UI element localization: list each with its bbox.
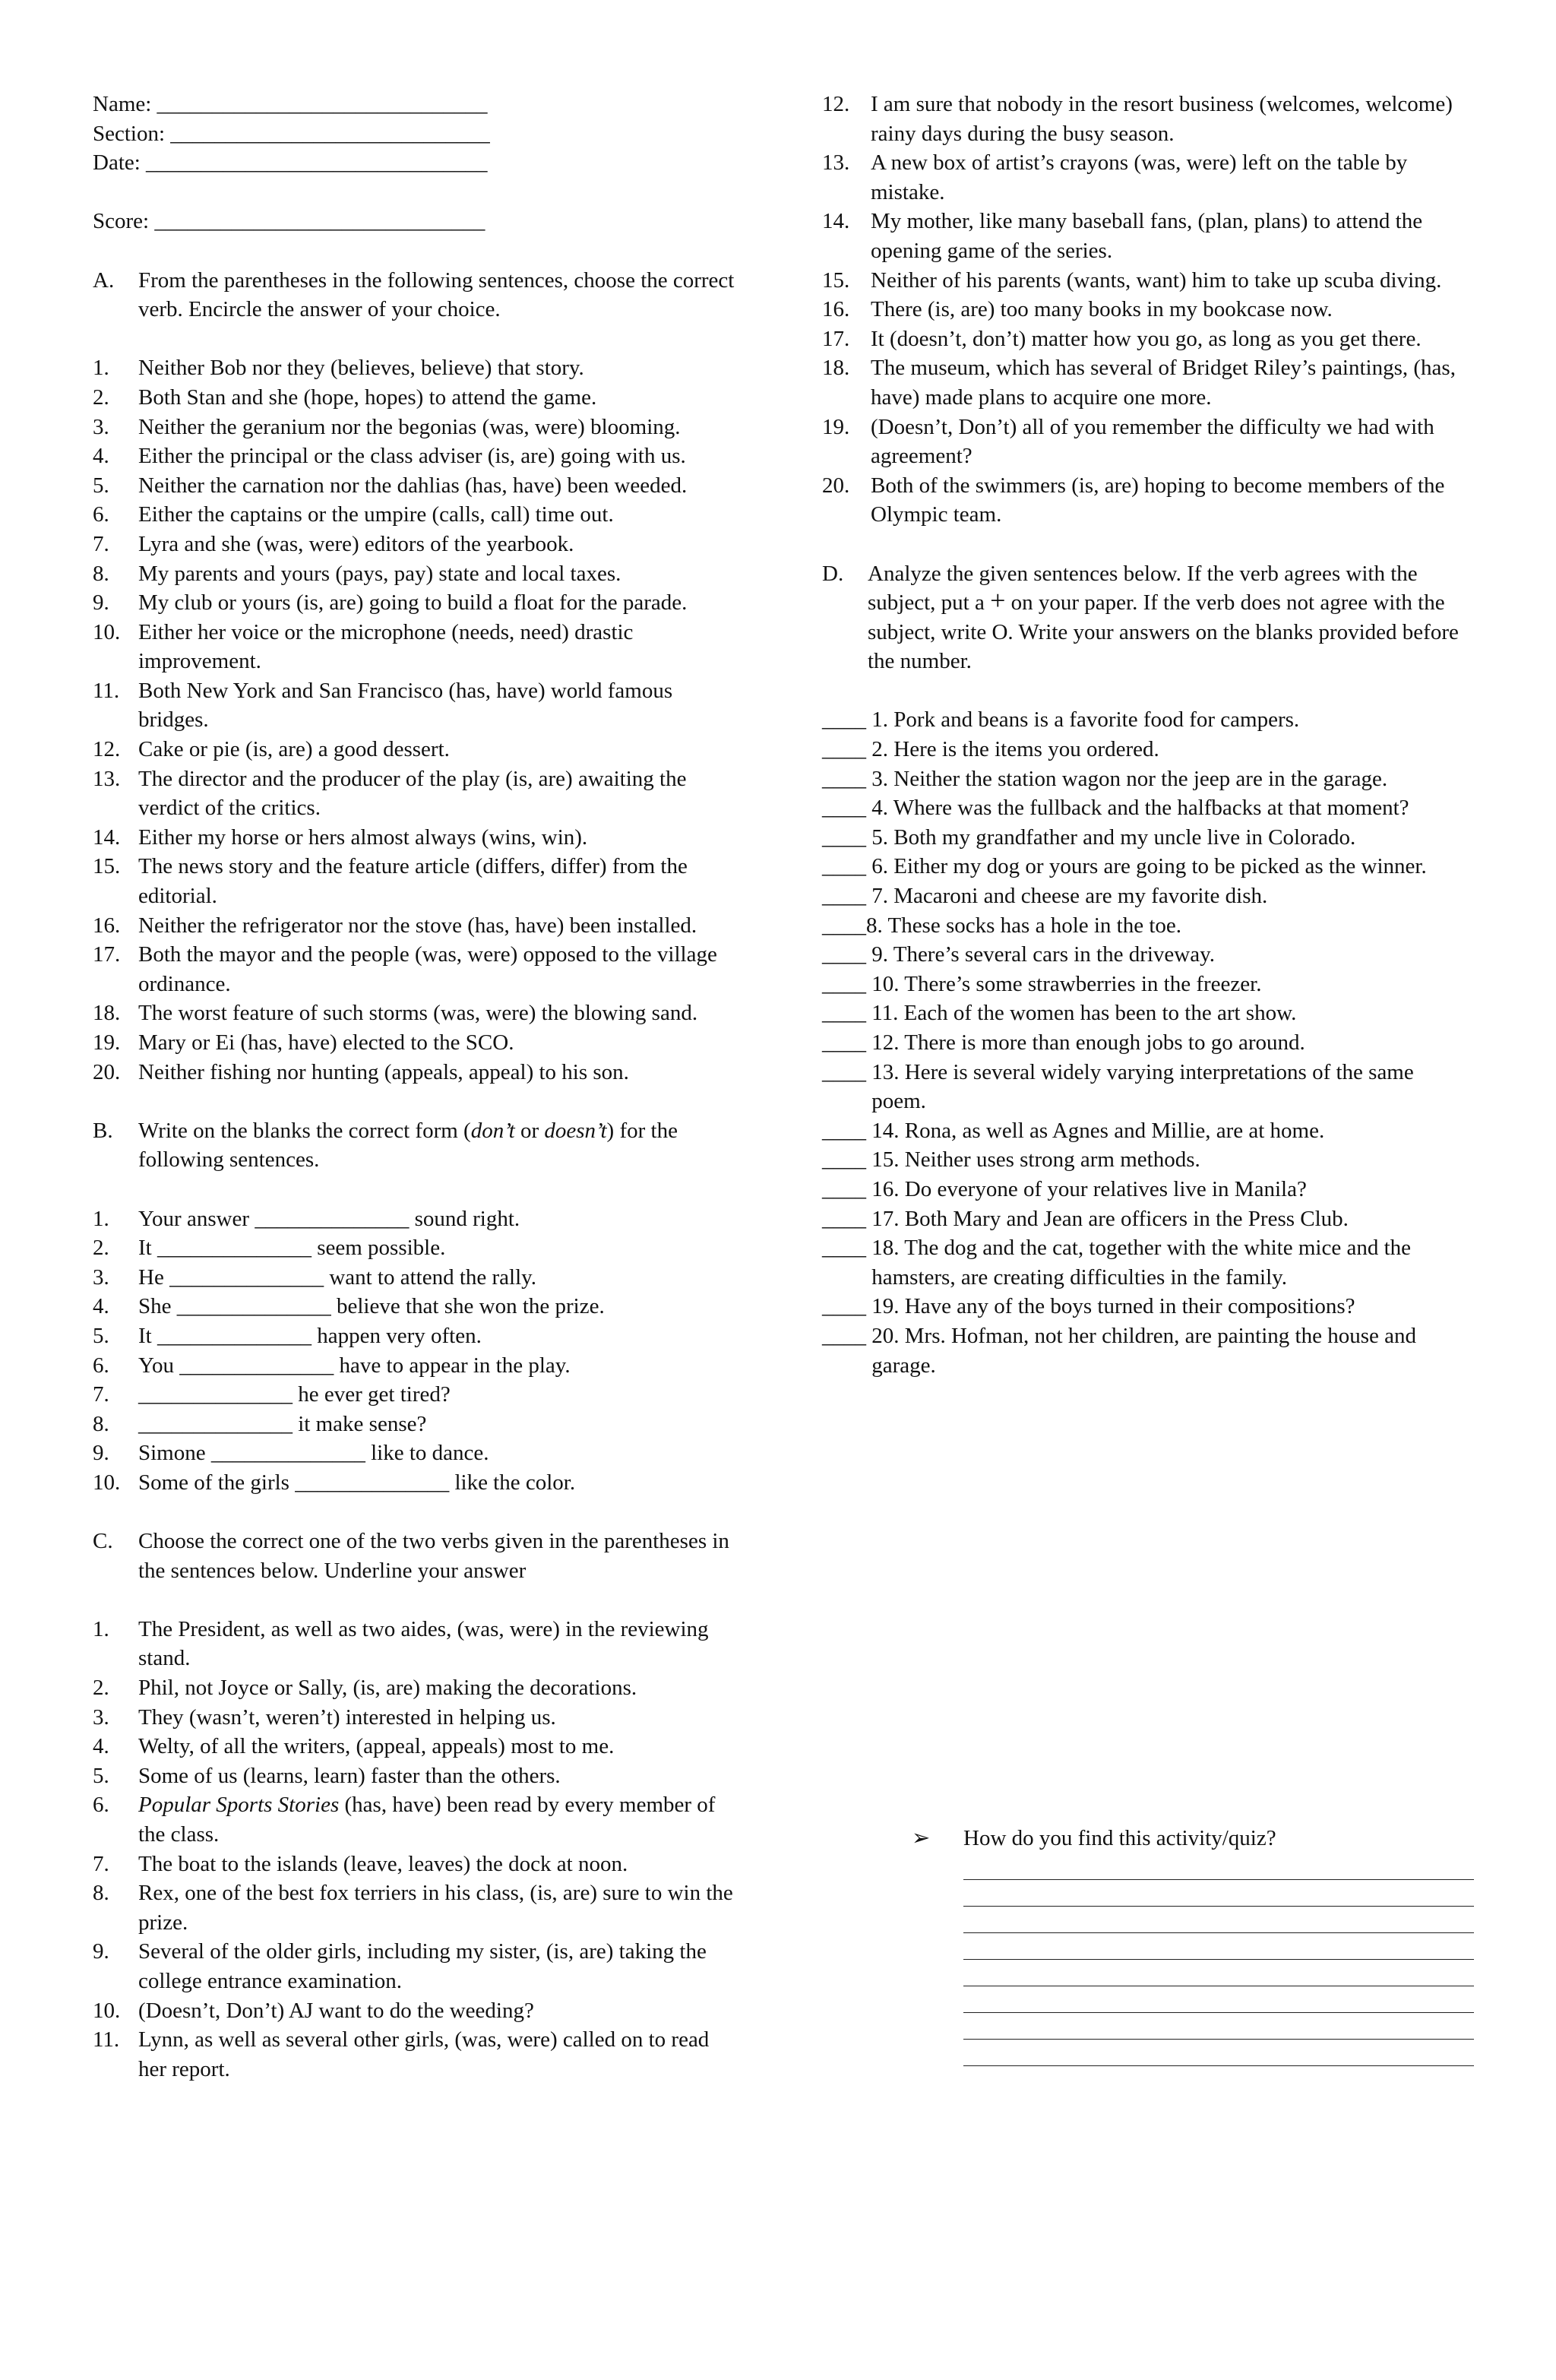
- section-c-item: [822, 295, 1472, 324]
- item-number: 13.: [93, 766, 121, 791]
- section-c-instruction: [93, 1527, 735, 1585]
- section-c-item: [93, 1703, 735, 1733]
- left-column: [93, 90, 735, 2084]
- item-text: The boat to the islands (leave, leaves) the dock at noon.: [138, 1851, 628, 1876]
- item-number: 8.: [93, 1411, 109, 1436]
- item-text: Both Stan and she (hope, hopes) to attend the game.: [138, 385, 597, 410]
- feedback-question: [912, 1824, 1474, 1853]
- item-number: 2.: [93, 1236, 109, 1261]
- section-a-item: [93, 676, 735, 735]
- item-text: 17. Both Mary and Jean are officers in the Press Club.: [871, 1206, 1349, 1231]
- section-d-item: [822, 1116, 1472, 1146]
- section-d-item: [822, 911, 1472, 941]
- item-number: 17.: [93, 942, 121, 967]
- item-text: Neither of his parents (wants, want) him to take up scuba diving.: [871, 267, 1442, 293]
- section-b-item: [93, 1380, 735, 1410]
- item-text: ______________ he ever get tired?: [138, 1382, 451, 1407]
- item-number: 7.: [93, 531, 109, 556]
- item-number: 18.: [93, 1001, 121, 1026]
- item-number: 19.: [93, 1030, 121, 1055]
- item-text: Rex, one of the best fox terriers in his class, (is, are) sure to win the prize.: [138, 1881, 733, 1935]
- item-number: 13.: [822, 150, 850, 176]
- answer-blank[interactable]: ____: [822, 707, 872, 733]
- item-number: 18.: [822, 356, 850, 381]
- item-number: 5.: [93, 1323, 109, 1348]
- answer-line[interactable]: [963, 2040, 1474, 2066]
- answer-line[interactable]: [963, 1960, 1474, 1986]
- item-number: 2.: [93, 385, 109, 410]
- section-d-item: [822, 881, 1472, 911]
- section-a-item: [93, 588, 735, 618]
- feedback-question-text: How do you find this activity/quiz?: [963, 1826, 1276, 1850]
- item-number: 12.: [93, 737, 121, 762]
- answer-line[interactable]: [963, 2013, 1474, 2040]
- section-d-item: [822, 735, 1472, 764]
- item-text: It ______________ seem possible.: [138, 1236, 446, 1261]
- item-text: 7. Macaroni and cheese are my favorite dish.: [871, 884, 1268, 909]
- section-c-item: [822, 471, 1472, 530]
- item-number: 11.: [93, 2027, 120, 2052]
- section-a-item: [93, 442, 735, 471]
- item-number: 14.: [822, 209, 850, 234]
- section-a-item: [93, 823, 735, 853]
- section-c-item: [822, 148, 1472, 207]
- item-number: 1.: [93, 356, 109, 381]
- instruction-text: Write on the blanks the correct form (don’t or doesn’t) for the following sentences.: [138, 1118, 678, 1173]
- item-number: 19.: [822, 414, 850, 439]
- item-number: 10.: [93, 1470, 121, 1495]
- item-text: Neither the refrigerator nor the stove (has, have) been installed.: [138, 913, 697, 938]
- section-a-item: [93, 500, 735, 530]
- section-letter: C.: [93, 1529, 113, 1554]
- item-number: 6.: [93, 502, 109, 527]
- item-text: 5. Both my grandfather and my uncle live in Colorado.: [871, 824, 1356, 850]
- section-letter: D.: [822, 561, 844, 586]
- item-number: 10.: [93, 1998, 121, 2023]
- instruction-text: From the parentheses in the following sentences, choose the correct verb. Encircle the answer of your choice.: [138, 267, 735, 322]
- instruction-text: Analyze the given sentences below. If the verb agrees with the subject, put a + on your paper. If the verb does not agree with the subject, write O. Write your answers on the blanks provided before the number.: [868, 561, 1459, 674]
- right-column: [822, 90, 1472, 1380]
- item-text: 14. Rona, as well as Agnes and Millie, are at home.: [871, 1118, 1325, 1143]
- section-b-item: [93, 1410, 735, 1439]
- item-text: Neither Bob nor they (believes, believe) that story.: [138, 356, 584, 381]
- section-a-item: [93, 735, 735, 764]
- item-number: 3.: [93, 1704, 109, 1730]
- item-number: 8.: [93, 561, 109, 586]
- section-d-item: [822, 1145, 1472, 1175]
- section-a-item: [93, 471, 735, 501]
- section-b-item: [93, 1204, 735, 1234]
- item-number: 1.: [93, 1206, 109, 1231]
- item-text: The worst feature of such storms (was, were) the blowing sand.: [138, 1001, 698, 1026]
- section-c-item: [93, 2025, 735, 2084]
- section-d-item: [822, 705, 1472, 735]
- answer-blank[interactable]: ____: [822, 942, 872, 967]
- item-number: 16.: [822, 297, 850, 322]
- section-a-item: [93, 999, 735, 1028]
- section-c-item: [93, 1673, 735, 1703]
- item-number: 9.: [93, 1441, 109, 1466]
- item-text: The director and the producer of the play (is, are) awaiting the verdict of the critics.: [138, 766, 687, 821]
- item-text: 9. There’s several cars in the driveway.: [871, 942, 1215, 967]
- section-b-item: [93, 1292, 735, 1321]
- section-c-item: [822, 324, 1472, 354]
- item-number: 12.: [822, 92, 850, 116]
- item-text: Neither the carnation nor the dahlias (has, have) been weeded.: [138, 473, 688, 498]
- item-text: Either her voice or the microphone (needs, need) drastic improvement.: [138, 619, 634, 674]
- item-number: 6.: [93, 1353, 109, 1378]
- item-text: 3. Neither the station wagon nor the jeep are in the garage.: [871, 766, 1388, 791]
- item-text: Lynn, as well as several other girls, (was, were) called on to read her report.: [138, 2027, 710, 2081]
- section-a-item: [93, 1028, 735, 1058]
- item-text: 2. Here is the items you ordered.: [871, 737, 1159, 762]
- item-text: I am sure that nobody in the resort business (welcomes, welcome) rainy days during the busy season.: [871, 92, 1453, 146]
- answer-line[interactable]: [963, 1933, 1474, 1960]
- item-number: 15.: [822, 267, 850, 293]
- item-text: 16. Do everyone of your relatives live in Manila?: [871, 1176, 1307, 1201]
- item-text: Neither the geranium nor the begonias (was, were) blooming.: [138, 414, 681, 439]
- item-number: 10.: [93, 619, 121, 644]
- section-letter: B.: [93, 1118, 113, 1143]
- section-d-item: [822, 1321, 1472, 1380]
- feedback-section: [912, 1824, 1474, 2066]
- section-c-item: [822, 207, 1472, 265]
- item-text: My club or yours (is, are) going to build a float for the parade.: [138, 590, 688, 616]
- item-text: A new box of artist’s crayons (was, were) left on the table by mistake.: [871, 150, 1408, 204]
- item-number: 6.: [93, 1793, 109, 1818]
- arrow-bullet-icon: ➢: [912, 1826, 931, 1850]
- item-text: Both New York and San Francisco (has, have) world famous bridges.: [138, 678, 673, 733]
- section-d-item: [822, 970, 1472, 999]
- section-a-instruction: [93, 266, 735, 324]
- item-text: Phil, not Joyce or Sally, (is, are) making the decorations.: [138, 1676, 637, 1701]
- section-c-item: [822, 90, 1472, 148]
- name-field[interactable]: Name: ______________________________: [93, 92, 488, 116]
- item-text: Some of the girls ______________ like the color.: [138, 1470, 576, 1495]
- section-a-item: [93, 940, 735, 999]
- item-text: The news story and the feature article (differs, differ) from the editorial.: [138, 854, 688, 909]
- item-text: 15. Neither uses strong arm methods.: [871, 1147, 1200, 1173]
- item-number: 7.: [93, 1851, 109, 1876]
- answer-blank[interactable]: ____: [822, 854, 872, 879]
- item-number: 4.: [93, 1294, 109, 1319]
- item-text: Several of the older girls, including my sister, (is, are) taking the college entrance examination.: [138, 1939, 707, 1993]
- item-text: He ______________ want to attend the rally.: [138, 1264, 537, 1290]
- section-c-item: [93, 1615, 735, 1673]
- answer-blank[interactable]: ____: [822, 913, 866, 938]
- section-d-list: [822, 705, 1472, 1380]
- item-number: 7.: [93, 1382, 109, 1407]
- item-number: 2.: [93, 1676, 109, 1701]
- item-number: 1.: [93, 1616, 109, 1641]
- item-number: 4.: [93, 444, 109, 469]
- section-a-item: [93, 530, 735, 559]
- item-text: The President, as well as two aides, (was, were) in the reviewing stand.: [138, 1616, 709, 1671]
- item-number: 20.: [93, 1059, 121, 1084]
- item-text: The museum, which has several of Bridget Riley’s paintings, (has, have) made plans to acquire one more.: [871, 356, 1456, 410]
- item-text: 10. There’s some strawberries in the freezer.: [871, 971, 1262, 996]
- section-b-item: [93, 1233, 735, 1263]
- item-number: 11.: [93, 678, 120, 703]
- score-field[interactable]: Score: ______________________________: [93, 209, 485, 234]
- section-d-item: [822, 823, 1472, 853]
- section-a-list: [93, 353, 735, 1087]
- answer-blank[interactable]: ____: [822, 1118, 872, 1143]
- item-text: Lyra and she (was, were) editors of the yearbook.: [138, 531, 574, 556]
- section-c-list-continued: [822, 90, 1472, 530]
- section-d-item: [822, 1175, 1472, 1204]
- answer-line[interactable]: [963, 1986, 1474, 2013]
- section-a-item: [93, 618, 735, 676]
- item-number: 3.: [93, 414, 109, 439]
- section-d-item: [822, 764, 1472, 794]
- item-text: It ______________ happen very often.: [138, 1323, 482, 1348]
- item-text: Popular Sports Stories (has, have) been read by every member of the class.: [138, 1793, 716, 1847]
- item-text: Either my horse or hers almost always (wins, win).: [138, 824, 588, 850]
- answer-blank[interactable]: ____: [822, 796, 872, 821]
- section-a-item: [93, 1058, 735, 1087]
- section-c-item: [93, 1761, 735, 1791]
- item-text: They (wasn’t, weren’t) interested in helping us.: [138, 1704, 556, 1730]
- section-d-item: [822, 1292, 1472, 1321]
- item-number: 3.: [93, 1264, 109, 1290]
- item-number: 5.: [93, 1763, 109, 1788]
- item-text: 20. Mrs. Hofman, not her children, are painting the house and garage.: [871, 1323, 1417, 1378]
- section-b-item: [93, 1438, 735, 1468]
- item-text: Your answer ______________ sound right.: [138, 1206, 520, 1231]
- section-c-item: [822, 266, 1472, 296]
- item-text: Cake or pie (is, are) a good dessert.: [138, 737, 450, 762]
- item-text: Some of us (learns, learn) faster than the others.: [138, 1763, 561, 1788]
- section-d-item: [822, 1204, 1472, 1234]
- section-b-instruction: [93, 1116, 735, 1175]
- item-number: 14.: [93, 824, 121, 850]
- item-text: She ______________ believe that she won the prize.: [138, 1294, 605, 1319]
- item-text: Both of the swimmers (is, are) hoping to become members of the Olympic team.: [871, 473, 1445, 527]
- section-d-item: [822, 852, 1472, 881]
- item-number: 17.: [822, 326, 850, 351]
- section-a-item: [93, 353, 735, 383]
- section-d-item: [822, 940, 1472, 970]
- item-number: 8.: [93, 1881, 109, 1906]
- date-field[interactable]: Date: _______________________________: [93, 150, 488, 176]
- answer-blank[interactable]: ____: [822, 1206, 872, 1231]
- item-number: 15.: [93, 854, 121, 879]
- section-b-item: [93, 1321, 735, 1351]
- section-a-item: [93, 383, 735, 413]
- section-a-item: [93, 911, 735, 941]
- item-number: 9.: [93, 1939, 109, 1964]
- item-number: 9.: [93, 590, 109, 616]
- answer-line[interactable]: [963, 1907, 1474, 1933]
- item-number: 16.: [93, 913, 121, 938]
- item-text: (Doesn’t, Don’t) AJ want to do the weeding?: [138, 1998, 534, 2023]
- section-a-item: [93, 413, 735, 442]
- section-d-item: [822, 793, 1472, 823]
- section-c-list: [93, 1615, 735, 2084]
- answer-blank[interactable]: ____: [822, 1001, 872, 1026]
- item-number: 5.: [93, 473, 109, 498]
- item-text: Either the captains or the umpire (calls, call) time out.: [138, 502, 614, 527]
- item-text: Welty, of all the writers, (appeal, appeals) most to me.: [138, 1734, 615, 1759]
- answer-blank[interactable]: ____: [822, 1059, 872, 1084]
- section-d-instruction: [822, 559, 1472, 676]
- section-c-item: [93, 1937, 735, 1995]
- item-text: It (doesn’t, don’t) matter how you go, as long as you get there.: [871, 326, 1422, 351]
- section-b-item: [93, 1351, 735, 1381]
- item-text: 19. Have any of the boys turned in their compositions?: [871, 1294, 1355, 1319]
- section-d-item: [822, 1028, 1472, 1058]
- item-number: 4.: [93, 1734, 109, 1759]
- item-text: ______________ it make sense?: [138, 1411, 427, 1436]
- item-text: 6. Either my dog or yours are going to be picked as the winner.: [871, 854, 1427, 879]
- answer-blank[interactable]: ____: [822, 1323, 872, 1348]
- item-text: 1. Pork and beans is a favorite food for campers.: [871, 707, 1300, 733]
- section-d-item: [822, 1058, 1472, 1116]
- item-text: (Doesn’t, Don’t) all of you remember the difficulty we had with agreement?: [871, 414, 1434, 469]
- section-a-item: [93, 559, 735, 589]
- section-d-item: [822, 1233, 1472, 1292]
- section-c-item: [822, 353, 1472, 412]
- item-number: 20.: [822, 473, 850, 498]
- item-text: You ______________ have to appear in the play.: [138, 1353, 571, 1378]
- item-text: 4. Where was the fullback and the halfbacks at that moment?: [871, 796, 1409, 821]
- section-a-item: [93, 852, 735, 910]
- section-c-item: [93, 1878, 735, 1937]
- section-c-item: [93, 1790, 735, 1849]
- section-b-list: [93, 1204, 735, 1498]
- section-a-item: [93, 764, 735, 823]
- item-text: 8. These socks has a hole in the toe.: [866, 913, 1182, 938]
- item-text: Mary or Ei (has, have) elected to the SCO.: [138, 1030, 514, 1055]
- answer-blank[interactable]: ____: [822, 884, 872, 909]
- item-text: There (is, are) too many books in my bookcase now.: [871, 297, 1333, 322]
- section-c-item: [93, 1850, 735, 1879]
- item-text: My mother, like many baseball fans, (plan, plans) to attend the opening game of the series.: [871, 209, 1423, 263]
- section-d-item: [822, 999, 1472, 1028]
- section-c-item: [93, 1996, 735, 2026]
- item-text: Both the mayor and the people (was, were) opposed to the village ordinance.: [138, 942, 717, 996]
- item-text: 12. There is more than enough jobs to go around.: [871, 1030, 1305, 1055]
- answer-blank[interactable]: ____: [822, 971, 872, 996]
- answer-blank[interactable]: ____: [822, 824, 872, 850]
- section-letter: A.: [93, 267, 115, 293]
- answer-blank[interactable]: ____: [822, 1176, 872, 1201]
- answer-line[interactable]: [963, 1880, 1474, 1907]
- item-text: My parents and yours (pays, pay) state and local taxes.: [138, 561, 621, 586]
- section-c-item: [822, 413, 1472, 471]
- answer-blank[interactable]: ____: [822, 1147, 872, 1173]
- item-text: Either the principal or the class adviser (is, are) going with us.: [138, 444, 686, 469]
- section-field[interactable]: Section: _____________________________: [93, 121, 490, 146]
- answer-line[interactable]: [963, 1853, 1474, 1880]
- item-text: 18. The dog and the cat, together with the white mice and the hamsters, are creating difficulties in the family.: [871, 1236, 1411, 1290]
- answer-blank[interactable]: ____: [822, 1236, 872, 1261]
- item-text: Neither fishing nor hunting (appeals, appeal) to his son.: [138, 1059, 629, 1084]
- item-text: 13. Here is several widely varying interpretations of the same poem.: [871, 1059, 1414, 1114]
- item-text: 11. Each of the women has been to the art show.: [871, 1001, 1297, 1026]
- feedback-answer-lines: [912, 1853, 1474, 2066]
- answer-blank[interactable]: ____: [822, 737, 872, 762]
- item-text: Simone ______________ like to dance.: [138, 1441, 489, 1466]
- instruction-text: Choose the correct one of the two verbs given in the parentheses in the sentences below. Underline your answer: [138, 1529, 729, 1583]
- answer-blank[interactable]: ____: [822, 1294, 872, 1319]
- plus-sign: +: [990, 585, 1006, 616]
- section-b-item: [93, 1468, 735, 1498]
- answer-blank[interactable]: ____: [822, 766, 872, 791]
- section-c-item: [93, 1732, 735, 1761]
- section-b-item: [93, 1263, 735, 1293]
- answer-blank[interactable]: ____: [822, 1030, 872, 1055]
